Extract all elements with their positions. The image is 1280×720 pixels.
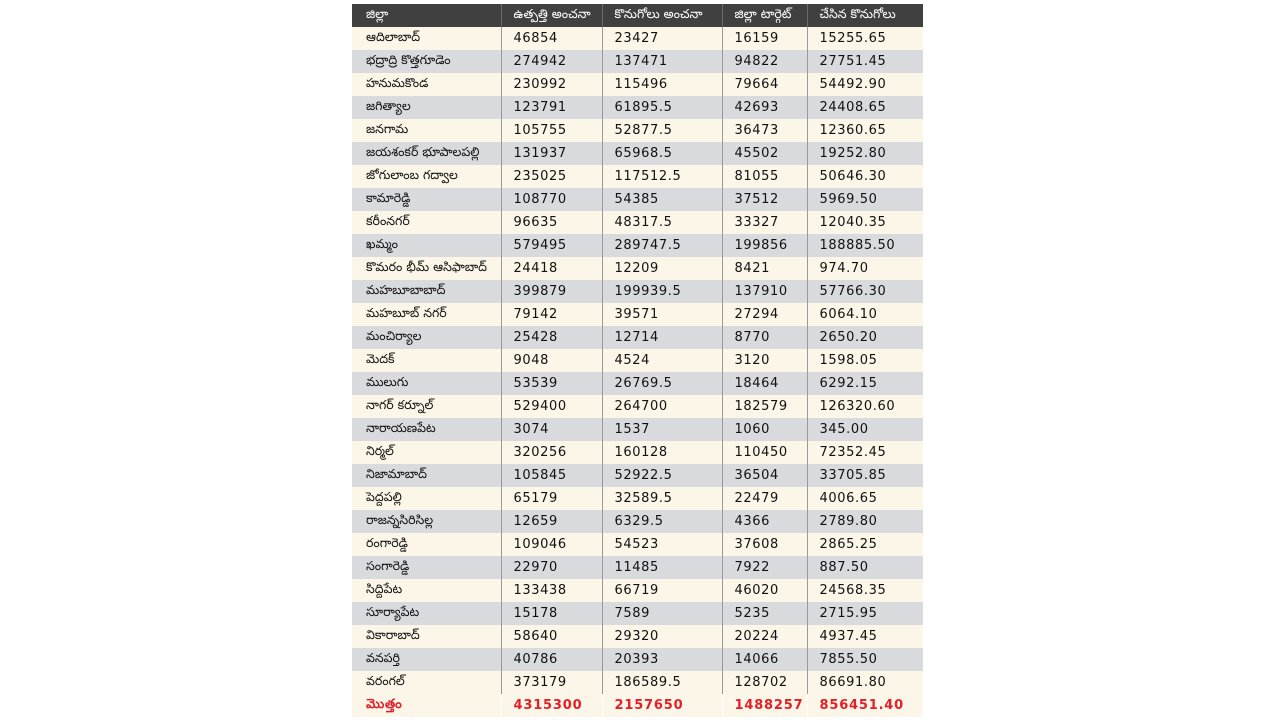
table-row — [352, 96, 923, 119]
cell-purchases-made: 50646.30 — [807, 165, 923, 188]
cell-purchases-made: 2650.20 — [807, 326, 923, 349]
cell-production-estimate: 24418 — [501, 257, 602, 280]
total-district-target: 1488257 — [722, 694, 807, 717]
cell-district-target: 36473 — [722, 119, 807, 142]
cell-district-name: జోగులాంబ గద్వాల — [366, 167, 458, 182]
cell-purchases-made: 974.70 — [807, 257, 923, 280]
cell-district-target: 20224 — [722, 625, 807, 648]
cell-district-name: రంగారెడ్డి — [366, 535, 408, 550]
total-row — [352, 694, 923, 717]
cell-purchases-made: 1598.05 — [807, 349, 923, 372]
table-row — [352, 510, 923, 533]
table-row — [352, 119, 923, 142]
cell-production-estimate: 53539 — [501, 372, 602, 395]
cell-purchases-made: 345.00 — [807, 418, 923, 441]
table-row — [352, 326, 923, 349]
cell-purchase-estimate: 52922.5 — [602, 464, 722, 487]
table-row — [352, 349, 923, 372]
cell-production-estimate: 399879 — [501, 280, 602, 303]
table-body — [352, 27, 923, 694]
table-row — [352, 487, 923, 510]
cell-purchases-made: 12360.65 — [807, 119, 923, 142]
cell-purchases-made: 887.50 — [807, 556, 923, 579]
cell-purchase-estimate: 12209 — [602, 257, 722, 280]
cell-production-estimate: 58640 — [501, 625, 602, 648]
cell-purchase-estimate: 160128 — [602, 441, 722, 464]
cell-purchase-estimate: 289747.5 — [602, 234, 722, 257]
cell-production-estimate: 230992 — [501, 73, 602, 96]
cell-purchases-made: 33705.85 — [807, 464, 923, 487]
cell-purchases-made: 12040.35 — [807, 211, 923, 234]
table-row — [352, 165, 923, 188]
cell-district-name: మహబూబ్ నగర్ — [366, 305, 447, 320]
cell-purchase-estimate: 12714 — [602, 326, 722, 349]
cell-district-target: 46020 — [722, 579, 807, 602]
header-purchase-estimate: కొనుగోలు అంచనా — [602, 4, 722, 27]
cell-district-target: 182579 — [722, 395, 807, 418]
cell-district-target: 22479 — [722, 487, 807, 510]
table-row — [352, 188, 923, 211]
cell-district-target: 79664 — [722, 73, 807, 96]
cell-purchases-made: 188885.50 — [807, 234, 923, 257]
cell-district-name: కామారెడ్డి — [366, 190, 411, 205]
table-row — [352, 625, 923, 648]
cell-purchase-estimate: 52877.5 — [602, 119, 722, 142]
cell-district-target: 5235 — [722, 602, 807, 625]
cell-district-target: 45502 — [722, 142, 807, 165]
table-row — [352, 671, 923, 694]
cell-district-name: నారాయణపేట — [366, 420, 436, 435]
cell-purchases-made: 126320.60 — [807, 395, 923, 418]
header-district: జిల్లా — [366, 6, 389, 21]
table-row — [352, 464, 923, 487]
cell-district-name: మంచిర్యాల — [366, 328, 422, 343]
cell-district-name: జనగామ — [366, 121, 409, 136]
cell-district-name: మెదక్ — [366, 351, 395, 366]
cell-production-estimate: 9048 — [501, 349, 602, 372]
cell-district-target: 37512 — [722, 188, 807, 211]
cell-production-estimate: 235025 — [501, 165, 602, 188]
cell-district-target: 36504 — [722, 464, 807, 487]
cell-production-estimate: 79142 — [501, 303, 602, 326]
table-row — [352, 303, 923, 326]
cell-district-target: 81055 — [722, 165, 807, 188]
cell-purchase-estimate: 32589.5 — [602, 487, 722, 510]
table-row — [352, 602, 923, 625]
cell-district-name: జగిత్యాల — [366, 98, 411, 113]
cell-production-estimate: 123791 — [501, 96, 602, 119]
cell-production-estimate: 529400 — [501, 395, 602, 418]
cell-purchases-made: 6292.15 — [807, 372, 923, 395]
cell-district-name: నిజామాబాద్ — [366, 466, 427, 481]
header-production-estimate: ఉత్పత్తి అంచనా — [501, 4, 602, 27]
cell-purchase-estimate: 54385 — [602, 188, 722, 211]
cell-purchases-made: 2715.95 — [807, 602, 923, 625]
cell-district-target: 1060 — [722, 418, 807, 441]
cell-district-target: 8421 — [722, 257, 807, 280]
cell-production-estimate: 22970 — [501, 556, 602, 579]
cell-purchases-made: 19252.80 — [807, 142, 923, 165]
cell-district-target: 4366 — [722, 510, 807, 533]
table-row — [352, 648, 923, 671]
cell-purchase-estimate: 264700 — [602, 395, 722, 418]
total-purchases-made: 856451.40 — [807, 694, 923, 717]
table-row — [352, 556, 923, 579]
cell-production-estimate: 131937 — [501, 142, 602, 165]
table-row — [352, 257, 923, 280]
cell-purchases-made: 2865.25 — [807, 533, 923, 556]
cell-district-name: జయశంకర్ భూపాలపల్లి — [366, 144, 480, 159]
cell-purchase-estimate: 199939.5 — [602, 280, 722, 303]
cell-district-target: 16159 — [722, 27, 807, 50]
table-row — [352, 395, 923, 418]
cell-district-target: 110450 — [722, 441, 807, 464]
cell-production-estimate: 274942 — [501, 50, 602, 73]
cell-purchase-estimate: 115496 — [602, 73, 722, 96]
table-row — [352, 280, 923, 303]
total-label: మొత్తం — [366, 696, 403, 712]
table-row — [352, 211, 923, 234]
cell-production-estimate: 109046 — [501, 533, 602, 556]
cell-district-name: భద్రాద్రి కొత్తగూడెం — [366, 52, 451, 67]
cell-district-target: 18464 — [722, 372, 807, 395]
cell-purchase-estimate: 186589.5 — [602, 671, 722, 694]
table-row — [352, 372, 923, 395]
cell-production-estimate: 108770 — [501, 188, 602, 211]
total-purchase-estimate: 2157650 — [602, 694, 722, 717]
cell-district-name: సంగారెడ్డి — [366, 558, 410, 573]
cell-purchase-estimate: 29320 — [602, 625, 722, 648]
cell-purchase-estimate: 54523 — [602, 533, 722, 556]
cell-production-estimate: 65179 — [501, 487, 602, 510]
cell-district-name: రాజన్నసిరిసిల్ల — [366, 512, 434, 527]
cell-purchase-estimate: 66719 — [602, 579, 722, 602]
procurement-table — [352, 4, 923, 717]
cell-purchases-made: 15255.65 — [807, 27, 923, 50]
cell-district-name: సిద్దిపేట — [366, 581, 403, 596]
cell-district-target: 33327 — [722, 211, 807, 234]
table-row — [352, 27, 923, 50]
cell-purchase-estimate: 7589 — [602, 602, 722, 625]
cell-district-name: నిర్మల్ — [366, 443, 394, 458]
cell-purchases-made: 86691.80 — [807, 671, 923, 694]
cell-district-name: వనపర్తి — [366, 650, 400, 665]
cell-purchase-estimate: 65968.5 — [602, 142, 722, 165]
total-production-estimate: 4315300 — [501, 694, 602, 717]
cell-purchases-made: 4937.45 — [807, 625, 923, 648]
cell-district-target: 137910 — [722, 280, 807, 303]
cell-purchase-estimate: 1537 — [602, 418, 722, 441]
cell-district-name: హనుమకొండ — [366, 75, 429, 90]
header-purchases-made: చేసిన కొనుగోలు — [807, 4, 923, 27]
table-row — [352, 234, 923, 257]
cell-production-estimate: 105755 — [501, 119, 602, 142]
cell-production-estimate: 320256 — [501, 441, 602, 464]
cell-district-target: 94822 — [722, 50, 807, 73]
cell-purchases-made: 2789.80 — [807, 510, 923, 533]
table-header-row — [352, 4, 923, 27]
cell-production-estimate: 373179 — [501, 671, 602, 694]
cell-purchases-made: 27751.45 — [807, 50, 923, 73]
cell-district-target: 7922 — [722, 556, 807, 579]
cell-purchases-made: 4006.65 — [807, 487, 923, 510]
cell-purchases-made: 54492.90 — [807, 73, 923, 96]
cell-district-name: సూర్యాపేట — [366, 604, 420, 619]
table-row — [352, 50, 923, 73]
table-row — [352, 73, 923, 96]
cell-production-estimate: 46854 — [501, 27, 602, 50]
cell-production-estimate: 133438 — [501, 579, 602, 602]
cell-purchase-estimate: 48317.5 — [602, 211, 722, 234]
cell-purchases-made: 72352.45 — [807, 441, 923, 464]
cell-purchase-estimate: 23427 — [602, 27, 722, 50]
table-row — [352, 441, 923, 464]
cell-district-name: పెద్దపల్లి — [366, 489, 402, 504]
cell-district-target: 42693 — [722, 96, 807, 119]
cell-district-name: వికారాబాద్ — [366, 627, 420, 642]
cell-production-estimate: 12659 — [501, 510, 602, 533]
cell-purchases-made: 5969.50 — [807, 188, 923, 211]
cell-district-target: 14066 — [722, 648, 807, 671]
cell-district-name: వరంగల్ — [366, 673, 405, 688]
cell-purchase-estimate: 61895.5 — [602, 96, 722, 119]
cell-production-estimate: 3074 — [501, 418, 602, 441]
cell-district-name: నాగర్ కర్నూల్ — [366, 397, 434, 412]
cell-district-name: ములుగు — [366, 374, 409, 389]
cell-purchase-estimate: 137471 — [602, 50, 722, 73]
cell-production-estimate: 25428 — [501, 326, 602, 349]
table-row — [352, 533, 923, 556]
cell-production-estimate: 15178 — [501, 602, 602, 625]
cell-purchase-estimate: 20393 — [602, 648, 722, 671]
procurement-table-container — [352, 4, 923, 717]
cell-district-target: 27294 — [722, 303, 807, 326]
cell-purchase-estimate: 117512.5 — [602, 165, 722, 188]
cell-district-target: 199856 — [722, 234, 807, 257]
cell-district-target: 8770 — [722, 326, 807, 349]
cell-purchase-estimate: 26769.5 — [602, 372, 722, 395]
cell-production-estimate: 40786 — [501, 648, 602, 671]
cell-purchase-estimate: 39571 — [602, 303, 722, 326]
cell-production-estimate: 96635 — [501, 211, 602, 234]
cell-purchases-made: 7855.50 — [807, 648, 923, 671]
cell-production-estimate: 579495 — [501, 234, 602, 257]
cell-purchases-made: 24568.35 — [807, 579, 923, 602]
cell-purchase-estimate: 6329.5 — [602, 510, 722, 533]
cell-district-target: 3120 — [722, 349, 807, 372]
cell-purchase-estimate: 4524 — [602, 349, 722, 372]
cell-purchases-made: 24408.65 — [807, 96, 923, 119]
cell-district-name: ఆదిలాబాద్ — [366, 29, 421, 44]
cell-production-estimate: 105845 — [501, 464, 602, 487]
header-district-target: జిల్లా టార్గెట్ — [722, 4, 807, 27]
cell-district-name: ఖమ్మం — [366, 236, 398, 251]
cell-district-name: కొమరం భీమ్ ఆసిఫాబాద్ — [366, 259, 487, 274]
table-row — [352, 579, 923, 602]
cell-purchases-made: 57766.30 — [807, 280, 923, 303]
cell-district-name: కరీంనగర్ — [366, 213, 410, 228]
cell-district-target: 128702 — [722, 671, 807, 694]
table-row — [352, 418, 923, 441]
cell-purchases-made: 6064.10 — [807, 303, 923, 326]
cell-purchase-estimate: 11485 — [602, 556, 722, 579]
table-row — [352, 142, 923, 165]
cell-district-name: మహబూబాబాద్ — [366, 282, 446, 297]
cell-district-target: 37608 — [722, 533, 807, 556]
